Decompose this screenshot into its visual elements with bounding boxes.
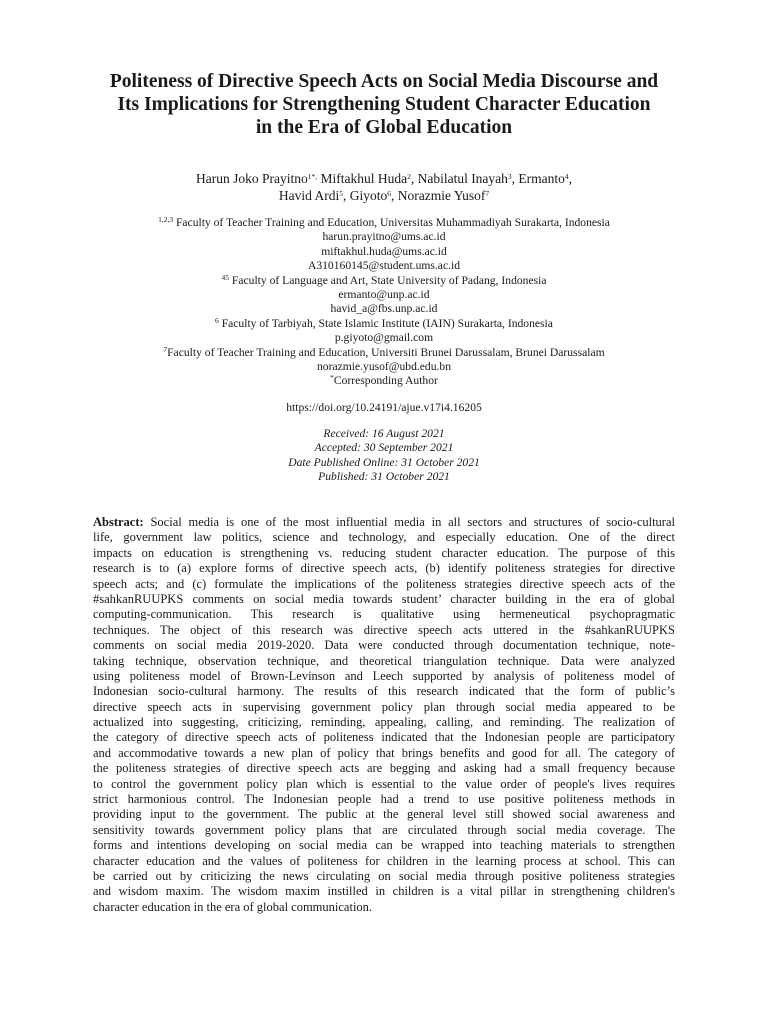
author-name: Miftakhul Huda [317, 171, 408, 186]
affiliation-text: Faculty of Teacher Training and Education, Universiti Brunei Darussalam, Brunei Darussalam [167, 345, 605, 359]
affiliation-line [60, 274, 708, 288]
author-affiliation-marker: 1*, [307, 172, 318, 181]
author-email[interactable]: p.giyoto@gmail.com [334, 331, 434, 345]
abstract-label: Abstract: [93, 515, 144, 529]
abstract-line: research is to (a) explore forms of directive speech acts, (b) identify politeness strategies for directive [93, 561, 675, 576]
author-list [60, 170, 708, 204]
published-date: Published: 31 October 2021 [318, 470, 450, 484]
abstract-line: and wisdom maxim. The wisdom maxim instilled in children is a vital pillar in strengthening children's [93, 884, 675, 899]
affiliation-text: Faculty of Teacher Training and Education, Universitas Muhammadiyah Surakarta, Indonesia [173, 216, 610, 229]
author-affiliation-marker: 3 [507, 172, 512, 181]
abstract-line: actualized into suggesting, criticizing, reminding, appealing, calling, and reminding. The realization of [93, 715, 675, 730]
author-affiliation-marker: 7 [485, 189, 490, 198]
affiliation-line [60, 216, 708, 230]
abstract-line: the politeness strategies of directive speech acts are begging and asking had a small frequency because [93, 761, 675, 776]
author-affiliation-marker: 6 [387, 189, 392, 198]
author-name: , Ermanto [511, 171, 565, 186]
abstract-line: impacts on education is strengthening vs. reducing student character education. The purpose of this [93, 545, 675, 560]
author-separator: , [568, 171, 573, 186]
abstract-line: computing-communication. This research is qualitative using hermeneutical psychopragmatic [93, 607, 675, 622]
publication-dates [60, 427, 708, 485]
affiliation-marker: 7 [163, 344, 168, 354]
abstract-line: be carried out by criticizing the news circulating on social media through positive politeness strategies [93, 868, 675, 883]
title-line: Its Implications for Strengthening Student Character Education [117, 94, 651, 115]
author-name: Havid Ardi [278, 188, 340, 203]
affiliation-text: Faculty of Tarbiyah, State Islamic Institute (IAIN) Surakarta, Indonesia [218, 316, 553, 330]
author-line [60, 170, 708, 187]
abstract-line: life, government law politics, science and technology, and especially education. One of the direct [93, 530, 675, 545]
abstract-line: using politeness model of Brown-Levinson and Leech supported by analysis of politeness model of [93, 668, 675, 683]
affiliation-marker: 1,2,3 [158, 215, 174, 224]
corresponding-author-note [60, 374, 708, 388]
author-affiliation-marker: 4 [564, 172, 569, 181]
author-name: Harun Joko Prayitno [195, 171, 308, 186]
affiliation-marker: 45 [221, 272, 230, 282]
abstract-line: character education and the values of politeness for children in the learning process at school. This can [93, 853, 675, 868]
author-email[interactable]: havid_a@fbs.unp.ac.id [330, 302, 438, 316]
author-email[interactable]: harun.prayitno@ums.ac.id [322, 230, 446, 244]
author-name: , Norazmie Yusof [391, 188, 486, 203]
affiliation-text: Faculty of Language and Art, State University of Padang, Indonesia [229, 273, 547, 287]
affiliation-marker: 6 [215, 315, 219, 325]
abstract-line: comments on social media 2019-2020. Data were conducted through documentation technique, note- [93, 638, 675, 653]
abstract-line: directive speech acts in supervising government policy plan through social media appeared to be [93, 699, 675, 714]
abstract-line: sensitivity towards government policy plans that are circulated through social media coverage. The [93, 822, 675, 837]
doi-link[interactable]: https://doi.org/10.24191/ajue.v17i4.16205 [286, 401, 482, 414]
author-affiliation-marker: 5 [339, 189, 343, 198]
author-affiliation-marker: 2 [407, 172, 411, 181]
abstract-line: forms and intentions developing on social media can be wrapped into teaching materials to strengthen [93, 838, 675, 853]
abstract-line: to control the government policy plan which is essential to the value order of people's lives requires [93, 776, 675, 791]
abstract-line: strict harmonious control. The Indonesian people had a trend to use positive politeness methods in [93, 792, 675, 807]
accepted-date: Accepted: 30 September 2021 [314, 441, 454, 455]
abstract-line: the category of directive speech acts of politeness indicated that the Indonesian people are participatory [93, 730, 675, 745]
corresponding-label: Corresponding Author [333, 374, 438, 388]
author-name: , Nabilatul Inayah [410, 171, 508, 186]
paper-title [60, 70, 708, 139]
title-line: Politeness of Directive Speech Acts on Social Media Discourse and [109, 71, 659, 92]
author-email[interactable]: norazmie.yusof@ubd.edu.bn [317, 360, 451, 374]
title-line: in the Era of Global Education [255, 117, 513, 138]
affiliation-line [60, 346, 708, 360]
affiliations [60, 216, 708, 389]
abstract-line: and accommodative towards a new plan of policy that brings benefits and good for all. The category of [93, 745, 675, 760]
online-date: Date Published Online: 31 October 2021 [288, 455, 480, 469]
affiliation-line [60, 317, 708, 331]
abstract [93, 515, 675, 915]
abstract-line-text: Social media is one of the most influential media in all sectors and structures of socio-cultural [143, 515, 675, 529]
author-line [60, 187, 708, 204]
received-date: Received: 16 August 2021 [323, 427, 445, 440]
abstract-line: speech acts; and (c) formulate the implications of the politeness strategies directive speech acts of the [93, 576, 675, 591]
abstract-line: taking technique, observation technique, and theoretical triangulation technique. Data were analyzed [93, 653, 675, 668]
author-name: , Giyoto [343, 188, 388, 203]
abstract-line [93, 515, 675, 530]
abstract-line: Indonesian socio-cultural harmony. The results of this research indicated that the form of public’s [93, 684, 675, 699]
abstract-line: #sahkanRUUPKS comments on social media towards student’ character building in the era of global [93, 591, 675, 606]
abstract-line: techniques. The object of this research was directive speech acts uttered in the #sahkanRUUPKS [93, 622, 675, 637]
corresponding-marker: * [330, 373, 334, 383]
author-email[interactable]: miftakhul.huda@ums.ac.id [321, 244, 447, 258]
abstract-line: character education in the era of global communication. [93, 899, 373, 914]
abstract-line: providing input to the government. The public at the general level still showed social awareness and [93, 807, 675, 822]
author-email[interactable]: ermanto@unp.ac.id [338, 288, 430, 302]
author-email[interactable]: A310160145@student.ums.ac.id [307, 259, 461, 273]
